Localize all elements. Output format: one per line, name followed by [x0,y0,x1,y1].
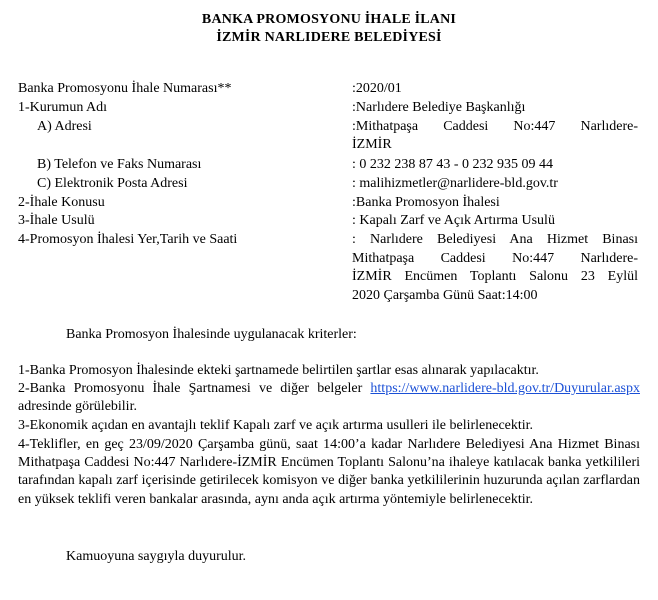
criteria-item-2-suffix: adresinde görülebilir. [18,399,137,415]
criteria-intro: Banka Promosyon İhalesinde uygulanacak kriterler: [66,327,357,342]
phone-fax-value: : 0 232 238 87 43 - 0 232 935 09 44 [352,157,554,172]
criteria-item-3: 3-Ekonomik açıdan en avantajlı teklif Kapalı zarf ve açık artırma usulleri ile belirlenecektir. [18,418,534,433]
tender-place-date-label: 4-Promosyon İhalesi Yer,Tarih ve Saati [18,232,238,247]
institution-name-label: 1-Kurumun Adı [18,100,108,115]
address-value-line1: :Mithatpaşa Caddesi No:447 Narlıdere- [352,119,638,134]
tender-method-label: 3-İhale Usulü [18,213,95,228]
tender-number-label: Banka Promosyonu İhale Numarası** [18,81,232,96]
email-label: C) Elektronik Posta Adresi [37,176,188,191]
announcements-link[interactable]: https://www.narlidere-bld.gov.tr/Duyurular.aspx [370,381,640,396]
closing-statement: Kamuoyuna saygıyla duyurulur. [66,549,247,564]
tender-subject-label: 2-İhale Konusu [18,195,105,210]
tender-method-value: : Kapalı Zarf ve Açık Artırma Usulü [352,213,555,228]
criteria-item-1: 1-Banka Promosyon İhalesinde ekteki şartnamede belirtilen şartlar esas alınarak yapılacaktır. [18,363,539,378]
tender-place-line2: Mithatpaşa Caddesi No:447 Narlıdere- [352,251,638,266]
email-value: : malihizmetler@narlidere-bld.gov.tr [352,176,558,191]
criteria-item-4: 4-Teklifler, en geç 23/09/2020 Çarşamba günü, saat 14:00’a kadar Narlıdere Belediyesi Ana Hizmet Binası Mithatpaşa Caddesi No:447 Narlıdere-İZMİR Encümen Toplantı Salonu’na ihaleye katılacak banka yetkilileri tarafından kapalı zarf içerisinde getirilecek komisyon ve diğer banka yetkililerinin huzurunda açılan zarflardan en yüksek teklifi veren bankalar arasında, aynı anda açık artırma yöntemiyle belirlenecektir. [18,437,640,507]
address-label: A) Adresi [37,119,92,134]
tender-place-line4: 2020 Çarşamba Günü Saat:14:00 [352,288,538,303]
phone-fax-label: B) Telefon ve Faks Numarası [37,157,202,172]
criteria-item-2 [18,380,640,416]
criteria-item-2-text: 2-Banka Promosyonu İhale Şartnamesi ve diğer belgeler [18,381,371,396]
announcement-title: BANKA PROMOSYONU İHALE İLANI [201,12,457,27]
institution-name-value: :Narlıdere Belediye Başkanlığı [352,100,526,115]
municipality-title: İZMİR NARLIDERE BELEDİYESİ [216,30,442,45]
tender-subject-value: :Banka Promosyon İhalesi [352,195,500,210]
tender-number-value: :2020/01 [352,81,402,96]
address-value-line2: İZMİR [352,137,392,152]
tender-place-line1: : Narlıdere Belediyesi Ana Hizmet Binası [352,232,638,247]
tender-place-line3: İZMİR Encümen Toplantı Salonu 23 Eylül [352,269,638,284]
